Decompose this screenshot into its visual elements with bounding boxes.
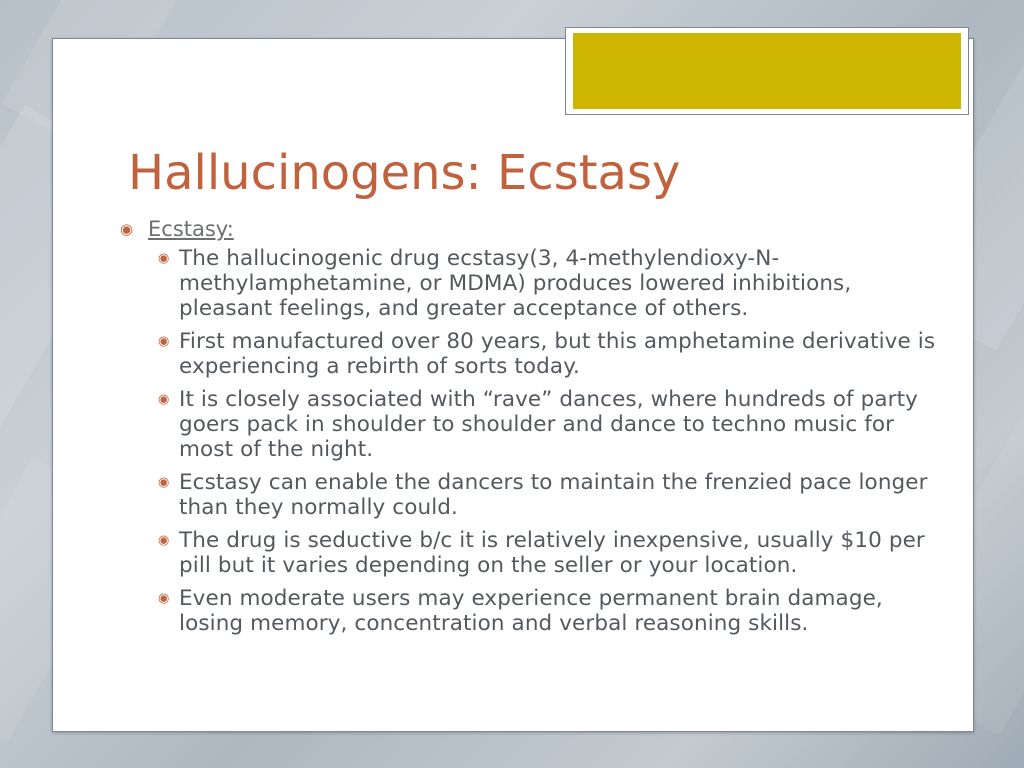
bullet-list bbox=[118, 214, 948, 644]
sub-bullet-item bbox=[158, 329, 948, 379]
sub-bullet-item bbox=[158, 387, 948, 462]
sub-bullet-list bbox=[158, 246, 948, 636]
accent-bar bbox=[573, 33, 961, 109]
sub-bullet-text: Even moderate users may experience permanent brain damage, losing memory, concentration and verbal reasoning skills. bbox=[179, 586, 883, 636]
circle-bullet-icon: ◉ bbox=[158, 392, 170, 407]
circle-bullet-icon: ◉ bbox=[158, 334, 170, 349]
circle-bullet-icon: ◉ bbox=[120, 220, 134, 238]
sub-bullet-item bbox=[158, 586, 948, 636]
circle-bullet-icon: ◉ bbox=[158, 533, 170, 548]
sub-bullet-item bbox=[158, 528, 948, 578]
sub-bullet-text: The drug is seductive b/c it is relatively inexpensive, usually $10 per pill but it varies depending on the seller or your location. bbox=[179, 528, 925, 578]
sub-bullet-item bbox=[158, 470, 948, 520]
bullet-item bbox=[118, 214, 948, 636]
sub-bullet-text: It is closely associated with “rave” dances, where hundreds of party goers pack in shoulder to shoulder and dance to techno music for most of the night. bbox=[179, 387, 918, 462]
circle-bullet-icon: ◉ bbox=[158, 591, 170, 606]
circle-bullet-icon: ◉ bbox=[158, 251, 170, 266]
sub-bullet-text: The hallucinogenic drug ecstasy(3, 4-methylendioxy-N-methylamphetamine, or MDMA) produces lowered inhibitions, pleasant feelings, and greater acceptance of others. bbox=[179, 246, 852, 321]
sub-bullet-text: Ecstasy can enable the dancers to maintain the frenzied pace longer than they normally could. bbox=[179, 470, 928, 520]
slide-title: Hallucinogens: Ecstasy bbox=[128, 145, 681, 201]
sub-bullet-text: First manufactured over 80 years, but this amphetamine derivative is experiencing a rebirth of sorts today. bbox=[179, 329, 936, 379]
accent-tab bbox=[565, 27, 969, 115]
bullet-heading: Ecstasy: bbox=[148, 217, 234, 241]
sub-bullet-item bbox=[158, 246, 948, 321]
circle-bullet-icon: ◉ bbox=[158, 475, 170, 490]
